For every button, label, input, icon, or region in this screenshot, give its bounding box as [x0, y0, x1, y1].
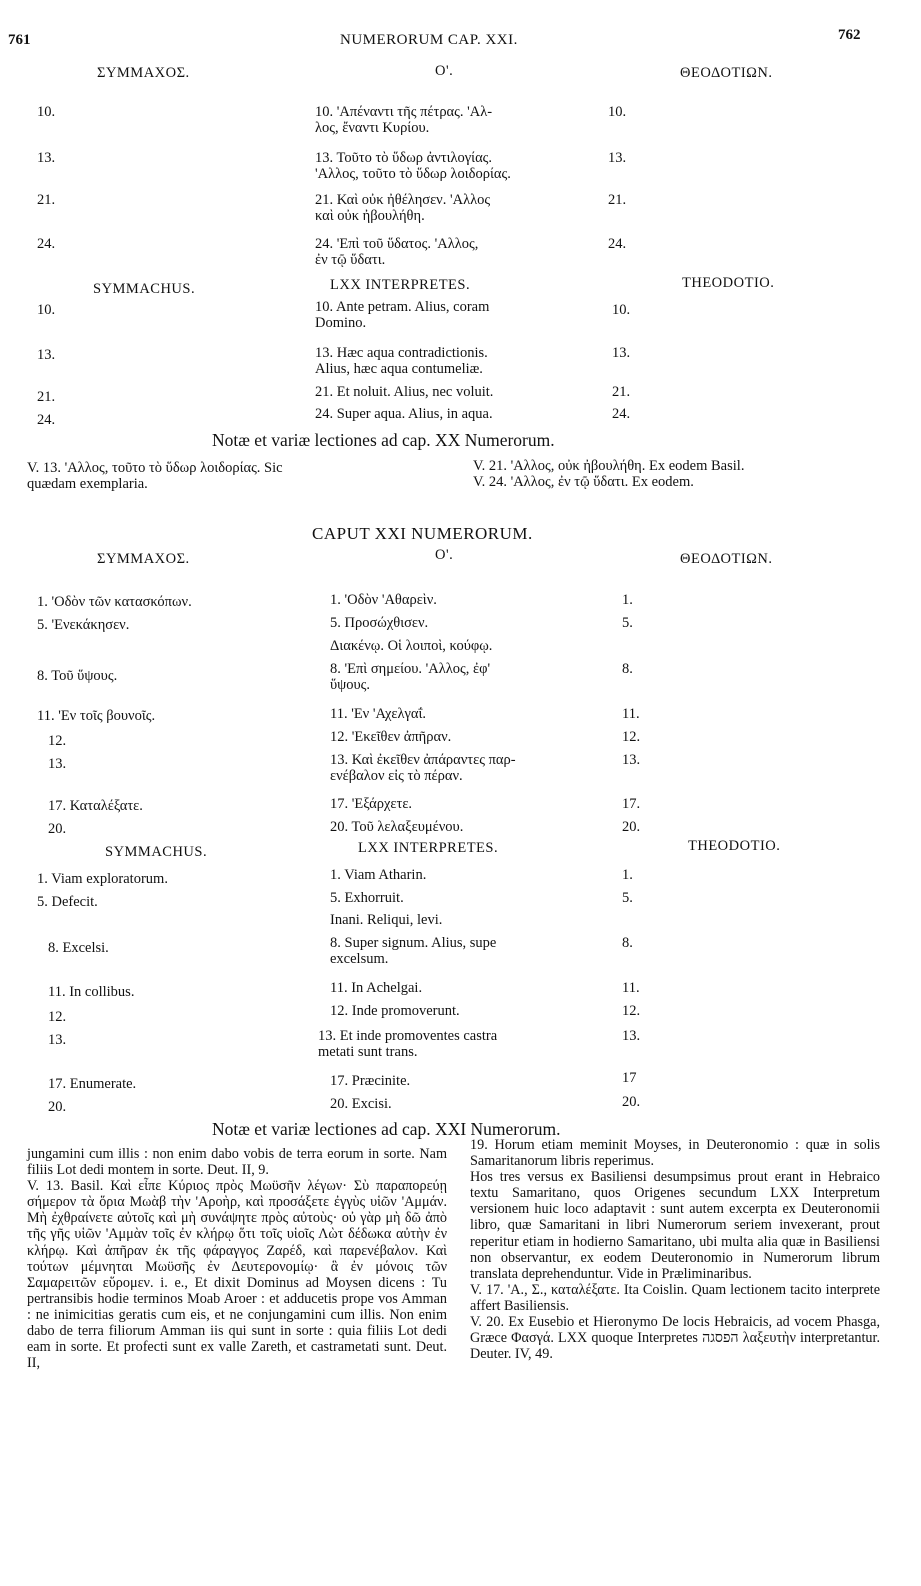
row-number-left: 13.	[48, 756, 67, 772]
row-number-right: 12.	[622, 1003, 641, 1019]
commentary-right-column: 19. Horum etiam meminit Moyses, in Deuteronomio : quæ in solis Samaritanorum libris reperimus. Hos tres versus ex Basiliensi desumpsimus prout erant in Hebraico textu Samaritano, quos Origenes secundum LXX Interpretum versionem huic loco adaptavit : sunt autem excerpta ex Deuteronomii libro, quæ Samaritani in libri Numerorum seriem invexerant, prout reperitur etiam in hodierno Samaritano, ubi multa alia quæ in Basiliensi non observantur, ex eodem Deuteronomio in Numerorum librum translata deprehenduntur. Vide in Præliminaribus. V. 17. 'Α., Σ., καταλέξατε. Ita Coislin. Quam lectionem tacito interprete affert Basiliensis. V. 20. Ex Eusebio et Hieronymo De locis Hebraicis, ad vocem Phasga, Græce Φασγά. LXX quoque Interpretes הפסגה λαξευτὴν interpretantur. Deuter. IV, 49.	[470, 1137, 881, 1363]
verse-text: 20. Τοῦ λελαξευμένου.	[330, 819, 464, 835]
verse-text: 13. Καὶ ἐκεῖθεν ἀπάραντες παρ- ενέβαλον εἰς τὸ πέραν.	[330, 752, 516, 784]
row-number-left: 10.	[37, 302, 56, 318]
verse-text: 13. Τοῦτο τὸ ὕδωρ ἀντιλογίας. 'Αλλος, τοῦτο τὸ ὕδωρ λοιδορίας.	[315, 150, 511, 182]
row-number-left: 20.	[48, 821, 67, 837]
col-head-theodotion-greek: ΘΕΟΔΟΤΙΩΝ.	[680, 65, 773, 81]
note-left-cap20: V. 13. 'Αλλος, τοῦτο τὸ ὕδωρ λοιδορίας. Sic quædam exemplaria.	[27, 460, 283, 492]
verse-text: 17. Præcinite.	[330, 1073, 411, 1089]
verse-text: 1. 'Οδὸν 'Αθαρεὶν.	[330, 592, 437, 608]
symmachus-reading: 17. Καταλέξατε.	[48, 798, 143, 814]
verse-text: 20. Excisi.	[330, 1096, 392, 1112]
verse-text: 12. Inde promoverunt.	[330, 1003, 460, 1019]
row-number-right: 17.	[622, 796, 641, 812]
verse-text: 17. 'Εξάρχετε.	[330, 796, 413, 812]
row-number-right: 10.	[608, 104, 627, 120]
row-number-left: 13.	[48, 1032, 67, 1048]
page-number-right: 762	[838, 27, 861, 43]
row-number-right: 11.	[622, 706, 640, 722]
running-title: NUMERORUM CAP. XXI.	[340, 32, 518, 48]
row-number-left: 12.	[48, 1009, 67, 1025]
verse-text: 10. Ante petram. Alius, coram Domino.	[315, 299, 490, 331]
col-head-lxx-latin: LXX INTERPRETES.	[330, 277, 471, 293]
row-number-left: 13.	[37, 150, 56, 166]
row-number-right: 20.	[622, 819, 641, 835]
row-number-right: 5.	[622, 890, 633, 906]
row-number-left: 21.	[37, 389, 56, 405]
verse-text: 21. Καὶ οὐκ ἠθέλησεν. 'Αλλος καὶ οὐκ ἠβουλήθη.	[315, 192, 491, 224]
symmachus-reading: 1. Viam exploratorum.	[37, 871, 168, 887]
row-number-left: 21.	[37, 192, 56, 208]
verse-text: 10. 'Απέναντι τῆς πέτρας. 'Αλ- λος, ἔναντι Κυρίου.	[315, 104, 493, 136]
symmachus-reading: 17. Enumerate.	[48, 1076, 137, 1092]
notes-title-cap21: Notæ et variæ lectiones ad cap. XXI Numerorum.	[212, 1119, 561, 1139]
symmachus-reading: 8. Excelsi.	[48, 940, 109, 956]
verse-text: 11. 'Εν 'Αχελγαΐ.	[330, 706, 427, 722]
verse-text: 24. 'Επὶ τοῦ ὕδατος. 'Αλλος, ἐν τῷ ὕδατι.	[315, 236, 479, 268]
verse-text: Inani. Reliqui, levi.	[330, 912, 443, 928]
row-number-right: 21.	[612, 384, 631, 400]
row-number-left: 10.	[37, 104, 56, 120]
verse-text: 24. Super aqua. Alius, in aqua.	[315, 406, 493, 422]
row-number-right: 11.	[622, 980, 640, 996]
row-number-right: 8.	[622, 935, 633, 951]
symmachus-reading: 11. In collibus.	[48, 984, 135, 1000]
row-number-right: 1.	[622, 867, 633, 883]
row-number-right: 1.	[622, 592, 633, 608]
row-number-right: 13.	[622, 752, 641, 768]
row-number-right: 12.	[622, 729, 641, 745]
col-head-symmachus-greek: ΣΥΜΜΑΧΟΣ.	[97, 551, 190, 567]
row-number-right: 5.	[622, 615, 633, 631]
row-number-right: 21.	[608, 192, 627, 208]
row-number-left: 12.	[48, 733, 67, 749]
col-head-lxx-latin: LXX INTERPRETES.	[358, 840, 499, 856]
verse-text: 11. In Achelgai.	[330, 980, 423, 996]
verse-text: 5. Exhorruit.	[330, 890, 404, 906]
verse-text: 1. Viam Atharin.	[330, 867, 427, 883]
caput-title: CAPUT XXI NUMERORUM.	[312, 524, 533, 543]
row-number-right: 20.	[622, 1094, 641, 1110]
row-number-left: 24.	[37, 236, 56, 252]
col-head-septuagint-greek: Ο'.	[435, 63, 454, 79]
page-number-left: 761	[8, 32, 31, 48]
symmachus-reading: 5. 'Ενεκάκησεν.	[37, 617, 130, 633]
verse-text: 13. Hæc aqua contradictionis. Alius, hæc aqua contumeliæ.	[315, 345, 488, 377]
symmachus-reading: 11. 'Εν τοῖς βουνοῖς.	[37, 708, 156, 724]
row-number-left: 20.	[48, 1099, 67, 1115]
symmachus-reading: 8. Τοῦ ὕψους.	[37, 668, 118, 684]
row-number-right: 24.	[612, 406, 631, 422]
verse-text: 21. Et noluit. Alius, nec voluit.	[315, 384, 494, 400]
row-number-right: 10.	[612, 302, 631, 318]
symmachus-reading: 5. Defecit.	[37, 894, 98, 910]
verse-text: 8. 'Επὶ σημείου. 'Αλλος, ἐφ' ὕψους.	[330, 661, 491, 693]
symmachus-reading: 1. 'Οδὸν τῶν κατασκόπων.	[37, 594, 192, 610]
note-right-cap20: V. 21. 'Αλλος, οὐκ ἠβουλήθη. Ex eodem Basil. V. 24. 'Αλλος, ἐν τῷ ὕδατι. Ex eodem.	[473, 458, 745, 490]
notes-title-cap20: Notæ et variæ lectiones ad cap. XX Numerorum.	[212, 430, 555, 450]
col-head-symmachus-greek: ΣΥΜΜΑΧΟΣ.	[97, 65, 190, 81]
row-number-right: 24.	[608, 236, 627, 252]
row-number-left: 24.	[37, 412, 56, 428]
row-number-right: 13.	[608, 150, 627, 166]
col-head-symmachus-latin: SYMMACHUS.	[105, 844, 208, 860]
verse-text: 5. Προσώχθισεν.	[330, 615, 429, 631]
row-number-right: 13.	[612, 345, 631, 361]
col-head-theodotion-latin: THEODOTIO.	[682, 275, 775, 291]
row-number-left: 13.	[37, 347, 56, 363]
col-head-symmachus-latin: SYMMACHUS.	[93, 281, 196, 297]
commentary-left-column: jungamini cum illis : non enim dabo vobis de terra eorum in sorte. Nam filiis Lot dedi montem in sorte. Deut. II, 9. V. 13. Basil. Καὶ εἶπε Κύριος πρὸς Μωϋσῆν λέγων· Σὺ παραπορεύῃ σήμερον τὰ ὅρια Μωὰβ τὴν 'Αροὴρ, καὶ προσάξετε ἐγγὺς υἱῶν 'Αμμάν. Μὴ ἐχθραίνετε αὐτοῖς καὶ μὴ συνάψητε πρὸς αὐτοὺς· οὐ γὰρ μὴ δῶ ἀπὸ τῆς γῆς υἱῶν 'Αμμὰν τοῖς ἐν κλήρῳ ὅτι τοῖς υἱοῖς Λὼτ δέδωκα αὐτὴν ἐν κλήρῳ. Καὶ ἀπῆραν ἐκ τῆς φάραγγος Ζαρέδ, καὶ παρενέβαλον. Καὶ τούτων μέμνηται Μωϋσῆς ἐν Δευτερονομίῳ· ἃ ἐν μόνοις τῶν Σαμαρειτῶν εὕρομεν. i. e., Et dixit Dominus ad Moysen dicens : Tu pertransibis hodie terminos Moab Aroer : et adducetis prope vos Amman : ne inimicitias geratis cum eis, et ne conjungamini cum illis. Non enim dabo de terra filiorum Amman iis qui sunt in sorte : quia filiis Lot dedi eam in sorte. Et profecti sunt ex valle Zareth, et castrametati sunt. Deut. II,	[27, 1146, 447, 1372]
verse-text: Διακένῳ. Οἱ λοιποὶ, κούφῳ.	[330, 638, 493, 654]
row-number-right: 13.	[622, 1028, 641, 1044]
verse-text: 12. 'Εκεῖθεν ἀπῆραν.	[330, 729, 452, 745]
col-head-theodotion-greek: ΘΕΟΔΟΤΙΩΝ.	[680, 551, 773, 567]
verse-text: 8. Super signum. Alius, supe excelsum.	[330, 935, 497, 967]
col-head-septuagint-greek: Ο'.	[435, 547, 454, 563]
verse-text: 13. Et inde promoventes castra metati sunt trans.	[318, 1028, 498, 1060]
col-head-theodotion-latin: THEODOTIO.	[688, 838, 781, 854]
row-number-right: 8.	[622, 661, 633, 677]
row-number-right: 17	[622, 1070, 637, 1086]
